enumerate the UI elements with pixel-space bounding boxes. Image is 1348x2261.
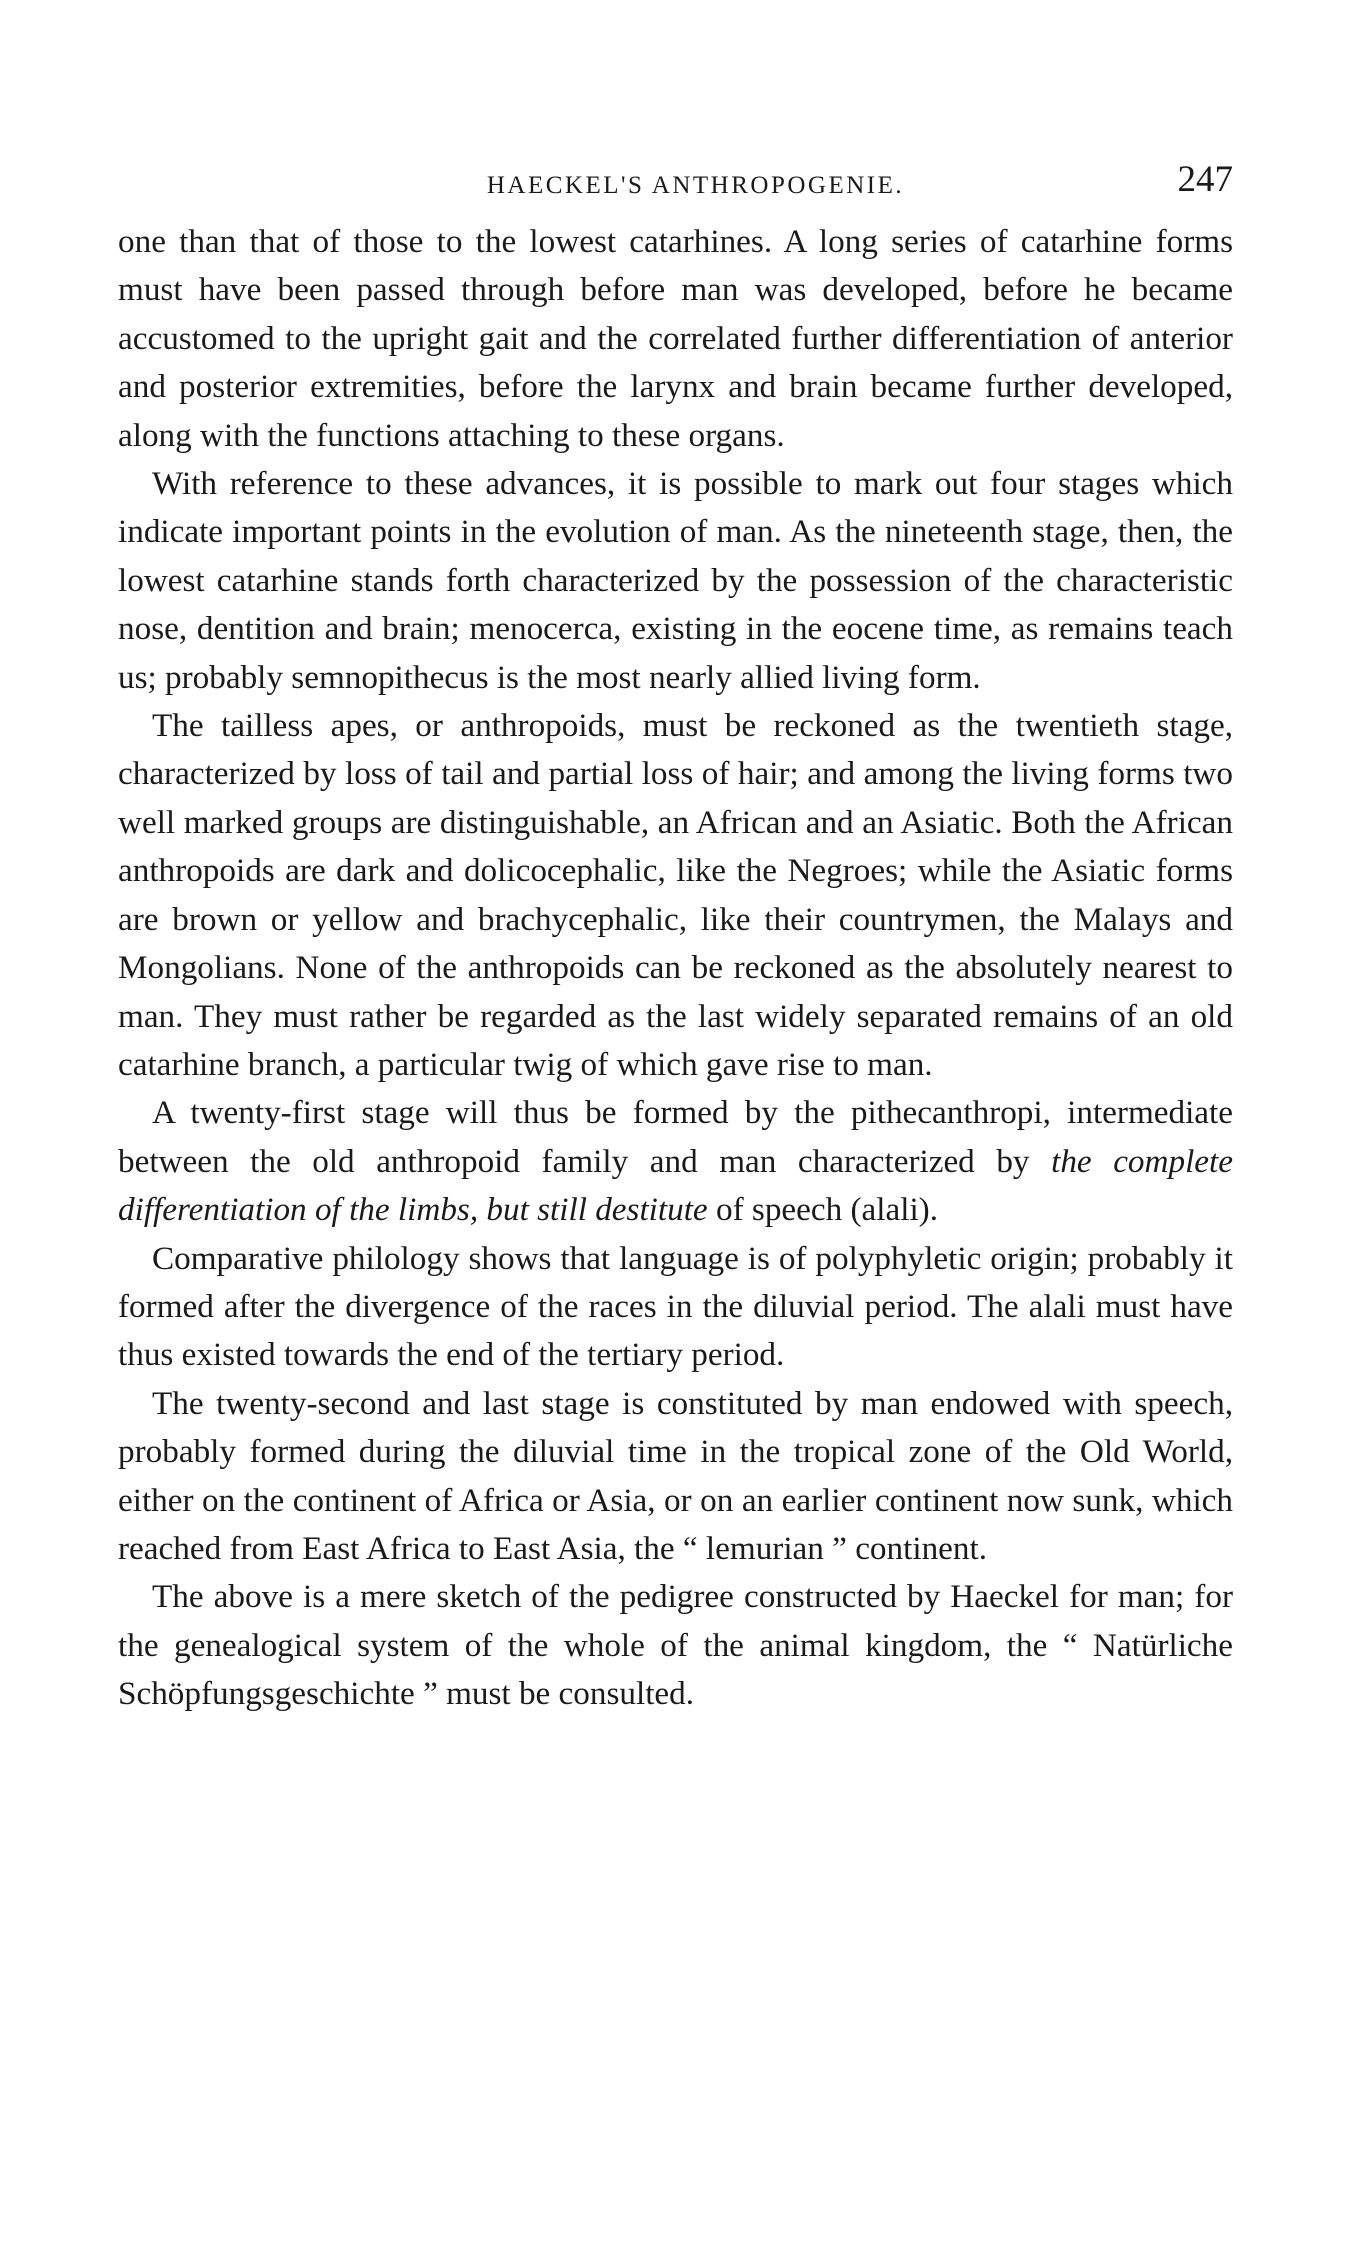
paragraph-4-italic-text: the complete differentiation of the limbs, but still destitute [118,1142,1233,1229]
paragraph-2: With reference to these advances, it is possible to mark out four stages which indicate important points in the evolution of man. As the nineteenth stage, then, the lowest catarhine stands forth characterized by the possession of the characteristic nose, dentition and brain; menocerca, existing in the eocene time, as remains teach us; probably semnopithecus is the most nearly allied living form. [118,465,1233,696]
paragraph-4-text-after: of speech (alali). [707,1191,939,1229]
paragraph-4-text-before: A twenty-first stage will thus be formed by the pithecanthropi, intermediate between the old anthropoid family and man characterized by [118,1094,1233,1180]
body-text [118,218,1233,1719]
page-number: 247 [1177,159,1233,200]
paragraph-1: one than that of those to the lowest catarhines. A long series of catarhine forms must have been passed through before man was developed, before he became accustomed to the upright gait and the correlated further differentiation of anterior and posterior extremities, before the larynx and brain became further developed, along with the functions attaching to these organs. [118,223,1233,454]
paragraph-3: The tailless apes, or anthropoids, must be reckoned as the twentieth stage, characterized by loss of tail and partial loss of hair; and among the living forms two well marked groups are distinguishable, an African and an Asiatic. Both the African anthropoids are dark and dolicocephalic, like the Negroes; while the Asiatic forms are brown or yellow and brachycephalic, like their countrymen, the Malays and Mongolians. None of the anthropoids can be reckoned as the absolutely nearest to man. They must rather be regarded as the last widely separated remains of an old catarhine branch, a particular twig of which gave rise to man. [118,707,1233,1083]
book-page [118,150,1233,1719]
paragraph-4 [118,1089,1233,1234]
paragraph-7: The above is a mere sketch of the pedigree constructed by Haeckel for man; for the genealogical system of the whole of the animal kingdom, the “ Natürliche Schöpfungsgeschichte ” must be consulted. [118,1578,1233,1713]
paragraph-5: Comparative philology shows that language is of polyphyletic origin; probably it formed after the divergence of the races in the diluvial period. The alali must have thus existed towards the end of the tertiary period. [118,1239,1233,1374]
page-header [118,150,1233,210]
paragraph-6: The twenty-second and last stage is constituted by man endowed with speech, probably formed during the diluvial time in the tropical zone of the Old World, either on the continent of Africa or Asia, or on an earlier continent now sunk, which reached from East Africa to East Asia, the “ lemurian ” continent. [118,1384,1233,1567]
running-title: HAECKEL'S ANTHROPOGENIE. [486,172,905,199]
